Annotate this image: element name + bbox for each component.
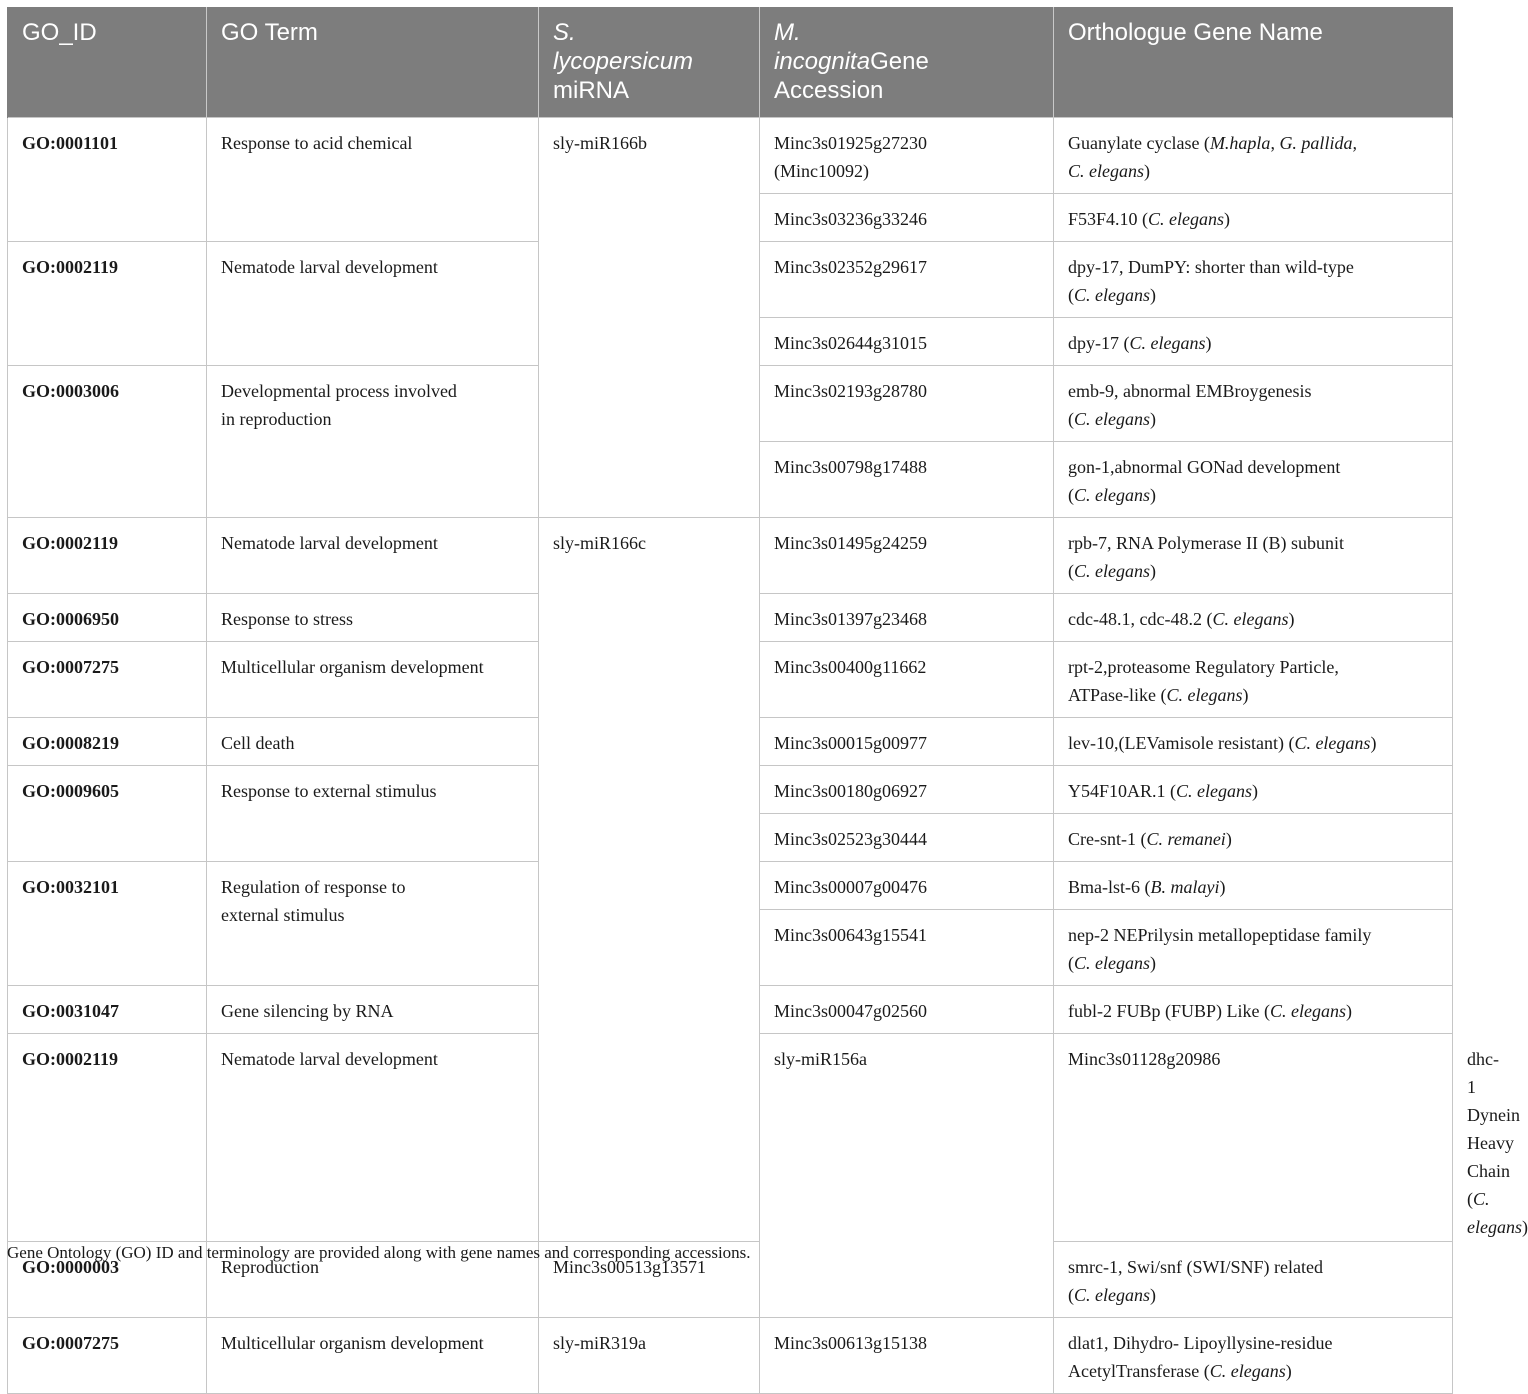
orthologue-text: nep-2 NEPrilysin metallopeptidase family [1068,925,1372,945]
orthologue-text: cdc-48.1, cdc-48.2 ( [1068,609,1213,629]
go-id-cell: GO:0002119 [8,242,207,366]
orthologue-cell [1054,366,1453,442]
species-epithet: lycopersicum [553,48,694,75]
orthologue-text: ) [1288,609,1295,629]
species-name: C. elegans [1074,953,1150,973]
species-name: C. elegans [1467,1189,1522,1237]
accession-cell [760,118,1054,194]
accession-cell: Minc3s00180g06927 [760,766,1054,814]
orthologue-text: ( [1068,1285,1074,1305]
orthologue-text: ) [1150,285,1156,305]
go-id-cell: GO:0032101 [8,862,207,986]
species-genus: M. [774,19,801,46]
header-mirna [539,7,760,118]
table-row [8,518,1453,594]
orthologue-cell [1054,642,1453,718]
species-name: C. elegans [1074,561,1150,581]
orthologue-text: Cre-snt-1 ( [1068,829,1147,849]
orthologue-text: ) [1205,333,1212,353]
orthologue-text: ( [1068,485,1074,505]
orthologue-text: smrc-1, Swi/snf (SWI/SNF) related [1068,1257,1323,1277]
header-accession [760,7,1054,118]
go-id-cell: GO:0002119 [8,1034,207,1242]
species-name: C. elegans [1068,161,1144,181]
orthologue-text: ) [1144,161,1150,181]
go-term-cell: Multicellular organism development [207,642,539,718]
go-term-line: Regulation of response to [221,877,406,897]
orthologue-text: rpb-7, RNA Polymerase II (B) subunit [1068,533,1344,553]
species-name: B. malayi [1150,877,1220,897]
orthologue-cell [1054,594,1453,642]
species-epithet: incognita [774,48,871,75]
orthologue-cell [1054,242,1453,318]
go-annotation-table [7,7,1528,1394]
orthologue-text: Guanylate cyclase ( [1068,133,1210,153]
header-mirna-label: miRNA [553,77,629,104]
header-go-id: GO_ID [8,7,207,118]
orthologue-text: ) [1150,409,1156,429]
orthologue-text: dpy-17, DumPY: shorter than wild-type [1068,257,1354,277]
accession-cell: Minc3s00643g15541 [760,910,1054,986]
go-term-cell: Response to acid chemical [207,118,539,242]
orthologue-text: ) [1285,1361,1292,1381]
species-name: C. elegans [1074,285,1150,305]
go-term-cell: Nematode larval development [207,1034,539,1242]
accession-cell: Minc3s00513g13571 [539,1242,760,1318]
orthologue-cell [1054,766,1453,814]
orthologue-text: ) [1150,1285,1156,1305]
orthologue-text: Bma-lst-6 ( [1068,877,1151,897]
orthologue-text: ) [1150,485,1156,505]
go-id-cell: GO:0002119 [8,518,207,594]
accession-cell: Minc3s00613g15138 [760,1318,1054,1394]
orthologue-text: Y54F10AR.1 ( [1068,781,1177,801]
go-term-cell [207,366,539,518]
orthologue-text: ) [1219,877,1226,897]
orthologue-text: dlat1, Dihydro- Lipoyllysine-residue [1068,1333,1333,1353]
orthologue-text: ) [1150,953,1156,973]
accession-cell: Minc3s02193g28780 [760,366,1054,442]
orthologue-cell [1054,986,1453,1034]
accession-cell: Minc3s00400g11662 [760,642,1054,718]
go-term-cell: Nematode larval development [207,242,539,366]
species-genus: S. [553,19,576,46]
species-name: C. elegans [1074,1285,1150,1305]
species-name: C. elegans [1074,485,1150,505]
header-accession-word: Gene [870,48,929,75]
species-name: C. elegans [1212,609,1289,629]
go-id-cell: GO:0008219 [8,718,207,766]
go-term-cell [207,862,539,986]
orthologue-text: dhc-1 Dynein Heavy Chain ( [1467,1049,1520,1209]
go-term-cell: Response to stress [207,594,539,642]
orthologue-text: AcetylTransferase ( [1068,1361,1210,1381]
species-name: C. elegans [1176,781,1253,801]
species-name: C. elegans [1294,733,1371,753]
orthologue-text: ) [1150,561,1156,581]
accession-cell: Minc3s00015g00977 [760,718,1054,766]
mirna-cell: sly-miR166b [539,118,760,518]
orthologue-text: ) [1225,829,1232,849]
orthologue-text: ( [1068,953,1074,973]
orthologue-cell [1054,442,1453,518]
accession-cell: Minc3s01495g24259 [760,518,1054,594]
orthologue-text: ) [1370,733,1377,753]
go-id-cell: GO:0007275 [8,642,207,718]
orthologue-text: ( [1068,561,1074,581]
orthologue-cell [1054,1318,1453,1394]
orthologue-cell [1054,518,1453,594]
accession-line: (Minc10092) [774,161,869,181]
go-id-cell: GO:0031047 [8,986,207,1034]
orthologue-text: ) [1242,685,1249,705]
accession-cell: Minc3s01128g20986 [1054,1034,1453,1242]
mirna-cell: sly-miR319a [539,1318,760,1394]
accession-cell: Minc3s00007g00476 [760,862,1054,910]
mirna-cell: sly-miR156a [760,1034,1054,1318]
go-id-cell: GO:0000003 [8,1242,207,1318]
species-name: C. remanei [1146,829,1226,849]
go-id-cell: GO:0003006 [8,366,207,518]
table-row [8,1318,1453,1394]
orthologue-cell [1054,910,1453,986]
go-term-line: Developmental process involved [221,381,457,401]
accession-cell: Minc3s00047g02560 [760,986,1054,1034]
accession-cell: Minc3s02523g30444 [760,814,1054,862]
accession-cell: Minc3s02644g31015 [760,318,1054,366]
species-name: C. elegans [1209,1361,1286,1381]
orthologue-text: dpy-17 ( [1068,333,1130,353]
species-name: C. elegans [1166,685,1243,705]
orthologue-text: ) [1252,781,1259,801]
orthologue-text: ) [1521,1217,1528,1237]
orthologue-text: ) [1346,1001,1352,1021]
go-id-cell: GO:0009605 [8,766,207,862]
go-term-line: external stimulus [221,905,345,925]
accession-cell: Minc3s01397g23468 [760,594,1054,642]
orthologue-text: rpt-2,proteasome Regulatory Particle, [1068,657,1339,677]
accession-cell: Minc3s02352g29617 [760,242,1054,318]
orthologue-text: lev-10,(LEVamisole resistant) ( [1068,733,1295,753]
species-name: M.hapla [1209,133,1271,153]
orthologue-text: ATPase-like ( [1068,685,1167,705]
go-term-cell: Response to external stimulus [207,766,539,862]
orthologue-text: fubl-2 FUBp (FUBP) Like ( [1068,1001,1270,1021]
accession-cell: Minc3s00798g17488 [760,442,1054,518]
go-term-cell: Reproduction [207,1242,539,1318]
header-orthologue: Orthologue Gene Name [1054,7,1453,118]
accession-line: Minc3s01925g27230 [774,133,927,153]
header-row [8,7,1453,118]
orthologue-text: emb-9, abnormal EMBroygenesis [1068,381,1312,401]
orthologue-text: ( [1068,285,1074,305]
go-term-cell: Gene silencing by RNA [207,986,539,1034]
go-term-cell: Nematode larval development [207,518,539,594]
go-term-line: in reproduction [221,409,332,429]
go-id-cell: GO:0001101 [8,118,207,242]
header-accession-label: Accession [774,77,884,104]
orthologue-cell [1054,718,1453,766]
species-name: C. elegans [1270,1001,1346,1021]
species-name: C. elegans [1148,209,1225,229]
orthologue-cell [1054,862,1453,910]
orthologue-text: ( [1068,409,1074,429]
mirna-cell: sly-miR166c [539,518,760,1242]
species-name: G. pallida, [1279,133,1357,153]
species-name: C. elegans [1074,409,1150,429]
orthologue-cell [1054,318,1453,366]
orthologue-text: ) [1224,209,1231,229]
orthologue-cell [1054,118,1453,194]
table-row [8,118,1453,194]
orthologue-cell [1054,814,1453,862]
accession-cell: Minc3s03236g33246 [760,194,1054,242]
orthologue-text: F53F4.10 ( [1068,209,1149,229]
go-term-cell: Multicellular organism development [207,1318,539,1394]
go-id-cell: GO:0006950 [8,594,207,642]
orthologue-cell [1054,1242,1453,1318]
species-name: C. elegans [1129,333,1206,353]
table-caption: Gene Ontology (GO) ID and terminology are provided along with gene names and corresponding accessions. [7,1243,751,1262]
table-container [7,7,1528,1394]
orthologue-text: , [1270,133,1280,153]
go-id-cell: GO:0007275 [8,1318,207,1394]
orthologue-text: gon-1,abnormal GONad development [1068,457,1341,477]
header-go-term: GO Term [207,7,539,118]
go-term-cell: Cell death [207,718,539,766]
orthologue-cell [1054,194,1453,242]
